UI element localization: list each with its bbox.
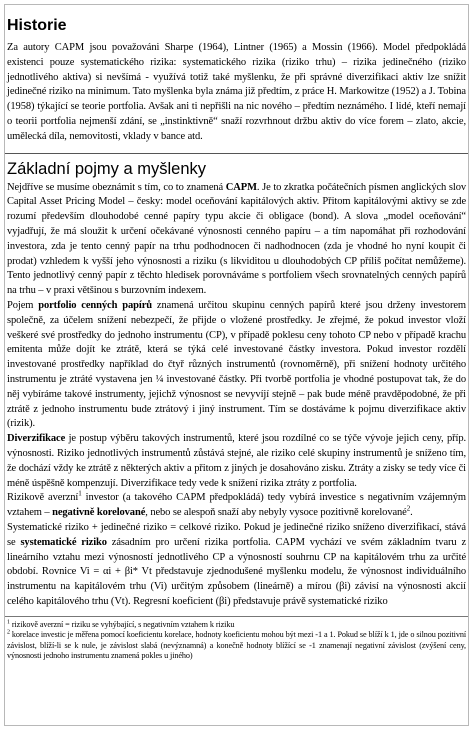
systematic-risk-paragraph [7,521,466,610]
risk-averse-paragraph [7,491,466,521]
section-divider [5,153,468,154]
text-run: Pojem [7,299,39,311]
footnote-2 [7,630,466,662]
footnote-mark: 2 [7,629,10,636]
portfolio-paragraph [7,299,466,432]
document-page [4,4,469,726]
bold-term-portfolio: portfolio cenných papírů [38,299,152,311]
history-paragraph: Za autory CAPM jsou považováni Sharpe (1964), Lintner (1965) a Mossin (1966). Model předpokládá existenci pouze systematického rizika: systematického rizika (riziko trhu) – rizika jedinečného (riziko jednotlivého aktiva) si nevšímá - využívá totiž také myšlenku, že při správné diverzifikaci aktiv lze snížit jedinečné riziko na minimum. Tato myšlenka byla známa již předtím, z práce H. Markowitze (1952) a J. Tobina (1958) týkající se teorie portfolia. Avšak ani ti nepřišli na nic nového – předtím neznámého. I lidé, kteří nemají o teorii portfolia nejmenší zdání, se „instinktivně“ snaží rozvrhnout držbu aktiv do více forem – zlato, akcie, umělecká díla, nemovitosti, vklady v bance atd. [7,42,466,142]
bold-term-systematic-risk: systematické riziko [20,536,107,548]
text-run: . Je to zkratka počátečních písmen anglických slov Capital Asset Pricing Model – česky: model oceňování kapitálových aktiv. Přitom kapitálovými aktivy se zde rozumí především dlouhodobé cenné papíry typu akcie či obligace (bond). A slova „model oceňování“ vyjadřují, že má sloužit k určení očekávané výnosnosti cenného papíru – a tím napomáhat při rozhodování investora, zda je tento cenný papír na trhu podhodnocen či nadhodnocen (zda je vhodné ho nyní koupit či prodat) vzhledem k vyšší jeho výnosnosti a riziku (s likviditou u dlouhodobých CP příliš počítat nemůžeme). Tento jednotlivý cenný papír z těchto hledisek porovnáváme s portfoliem všech srovnatelných cenných papírů na trhu – v praxi většinou s burzovním indexem. [7,181,466,297]
capm-definition-paragraph [7,181,466,299]
footnote-mark: 1 [7,618,10,625]
footnote-1 [7,620,466,631]
footnote-ref-1[interactable]: 1 [78,489,82,498]
text-run: , nebo se alespoň snaží aby nebyly vysoce pozitivně korelované [145,507,407,519]
text-run: zásadním pro určení rizika portfolia. CAPM vychází ve svém základním tvaru z lineárního vztahu mezi výnosností jednotlivého CP a výnosností souhrnu CP na kapitálovém trhu za určité období. Rovnice Vi = αi + βi* Vt představuje zjednodušené myšlenku modelu, že výnosnost individuálního instrumentu na kapitálovém trhu (Vi) určitým způsobem (lineárně) a mírou (βi) závisí na výnosnosti akcií celého kapitálového trhu (Vt). Regresní koeficient (βi) představuje právě systematické riziko [7,536,466,607]
text-run: Systematické riziko + jedinečné riziko = celkové riziko. Pokud je jedinečné riziko sníženo diverzifikací, stává se [7,521,466,548]
footnote-divider [5,616,468,617]
text-run: Nejdříve se musíme obeznámit s tím, co to znamená [7,181,226,193]
text-run: . [410,507,413,519]
bold-term-diversification: Diverzifikace [7,433,66,445]
text-run: investor (a takového CAPM předpokládá) tedy vybírá investice s negativním vzájemným vztahem – [7,492,466,519]
text-run: Rizikově averzní [7,492,79,504]
text-run: je postup výběru takových instrumentů, které jsou rozdílné co se týče vývoje jejich ceny, příp. výnosnosti. Riziko jednotlivých instrumentů zůstává stejné, ale riziko celé skupiny instrumentů je sníženo tím, že dochází vždy ke ztrátě z některých aktiv a přitom z jiných je dosahováno zisku. Ztráty a zisky se tedy více či méně úspěšně kompenzují. Diverzifikace tedy vede k snížení rizika ztráty z portfolia. [7,433,466,489]
diversification-paragraph [7,432,466,491]
bold-term-capm: CAPM [225,181,257,193]
footnote-ref-2[interactable]: 2 [406,504,411,513]
text-run: znamená určitou skupinu cenných papírů které jsou drženy investorem společně, za účelem snížení nebezpečí, že přijde o vložené prostředky. Je zřejmé, že pokud investor vloží veškeré své prostředky do jednoho instrumentu (CP), v případě poklesu ceny tohoto CP nebo v případě krachu emitenta může dojít ke ztrátě, která se týká celé investované částky investora. Pokud investor rozdělí investované prostředky například do čtyř různých instrumentů (rovnoměrně), při snížení hodnoty určitého instrumentu je ztráté vystavena jen ¼ investované částky. Při tvorbě portfolia je vhodné postupovat tak, že do něj vybíráme takové instrumenty, jejichž výnosnost se nevyvíjí stejně – pak bude méně pravděpodobné, že při ztrátě z jednoho instrumentu bude ztrátový i jiný instrument. Tím se dostáváme k pojmu diverzifikace aktiv (rizik). [7,299,466,430]
footnote-text: korelace investic je měřena pomocí koeficientu korelace, hodnoty koeficientu mohou být mezi -1 a 1. Pokud se blíží k 1, jde o silnou pozitivní závislost, blíží-li se k nule, je závislost slabá (nevýznamná) a konečně hodnoty blížící se -1 znamenají negativní závislost (zvýšení ceny, výnosnosti jednoho instrumentu znamená pokles u jiného) [7,630,466,661]
basics-heading: Základní pojmy a myšlenky [7,159,206,178]
footnote-text: rizikově averzní = riziku se vyhýbající, s negativním vztahem k riziku [9,619,235,629]
document-content [5,5,468,662]
history-heading: Historie [7,17,67,34]
bold-term-negative-correlation: negativně korelované [52,507,146,519]
